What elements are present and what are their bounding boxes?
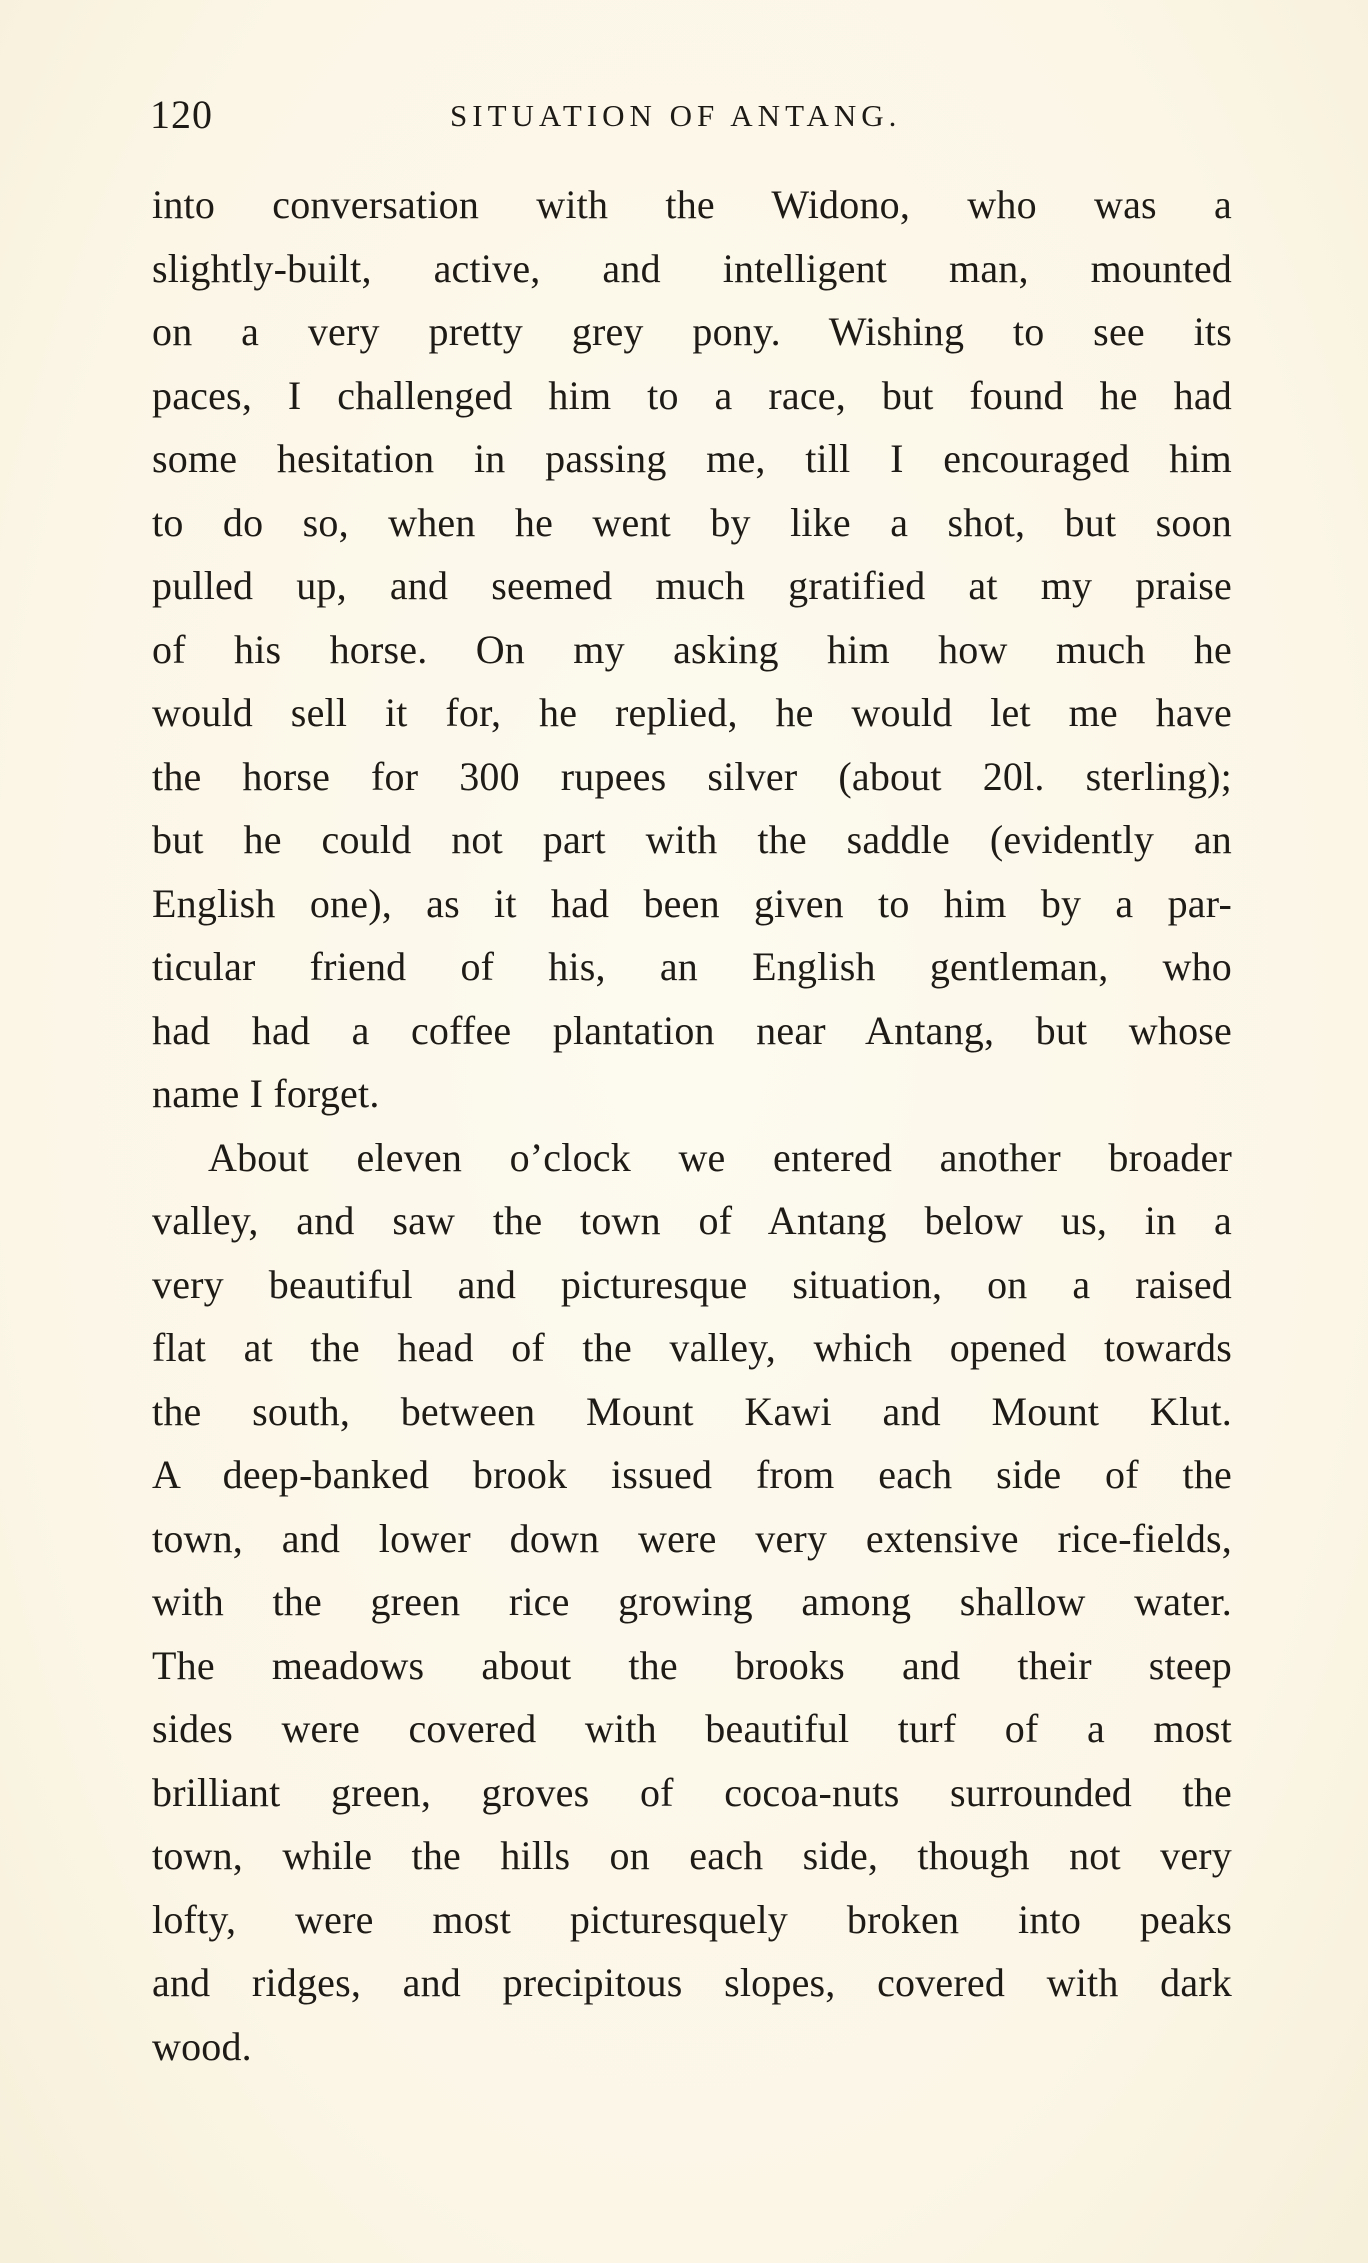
paragraph-1 (152, 173, 1232, 1126)
text-line: About eleven o’clock we entered another broader (208, 1134, 1232, 1180)
text-line: on a very pretty grey pony. Wishing to see its (152, 309, 1232, 354)
text-line: town, and lower down were very extensive rice-fields, (152, 1515, 1232, 1561)
text-line: some hesitation in passing me, till I encouraged him (152, 436, 1232, 481)
text-line: the horse for 300 rupees silver (about 20l. sterling); (152, 753, 1232, 799)
text-line: and ridges, and precipitous slopes, covered with dark (152, 1960, 1232, 2005)
text-line: A deep-banked brook issued from each side of the (152, 1452, 1232, 1497)
text-line: of his horse. On my asking him how much he (152, 626, 1232, 672)
text-line: brilliant green, groves of cocoa-nuts surrounded the (152, 1769, 1232, 1815)
running-title: SITUATION OF ANTANG. (450, 98, 902, 133)
text-line: into conversation with the Widono, who was a (152, 182, 1232, 227)
text-line: sides were covered with beautiful turf of a most (152, 1706, 1232, 1751)
text-line: very beautiful and picturesque situation, on a raised (152, 1261, 1232, 1307)
text-line: English one), as it had been given to him by a par- (152, 880, 1232, 926)
text-line: had had a coffee plantation near Antang, but whose (152, 1007, 1232, 1053)
text-line: valley, and saw the town of Antang below us, in a (152, 1198, 1232, 1243)
text-line: slightly-built, active, and intelligent man, mounted (152, 245, 1232, 291)
text-line: would sell it for, he replied, he would let me have (152, 690, 1232, 735)
text-line: lofty, were most picturesquely broken into peaks (152, 1896, 1232, 1942)
page-number: 120 (150, 92, 213, 137)
body-text (152, 173, 1232, 2078)
running-head (150, 90, 1230, 140)
text-line: to do so, when he went by like a shot, but soon (152, 499, 1232, 545)
paragraph-2 (152, 1126, 1232, 2079)
text-line: but he could not part with the saddle (evidently an (152, 817, 1232, 862)
text-line: pulled up, and seemed much gratified at my praise (152, 563, 1232, 608)
text-line: flat at the head of the valley, which opened towards (152, 1325, 1232, 1370)
text-line: ticular friend of his, an English gentleman, who (152, 944, 1232, 989)
text-line: with the green rice growing among shallow water. (152, 1579, 1232, 1624)
text-line: wood. (152, 2023, 252, 2069)
text-line: the south, between Mount Kawi and Mount Klut. (152, 1388, 1232, 1434)
text-line: The meadows about the brooks and their steep (152, 1642, 1232, 1688)
text-line: paces, I challenged him to a race, but found he had (152, 372, 1232, 418)
text-line: town, while the hills on each side, though not very (152, 1833, 1232, 1878)
text-line: name I forget. (152, 1071, 380, 1116)
